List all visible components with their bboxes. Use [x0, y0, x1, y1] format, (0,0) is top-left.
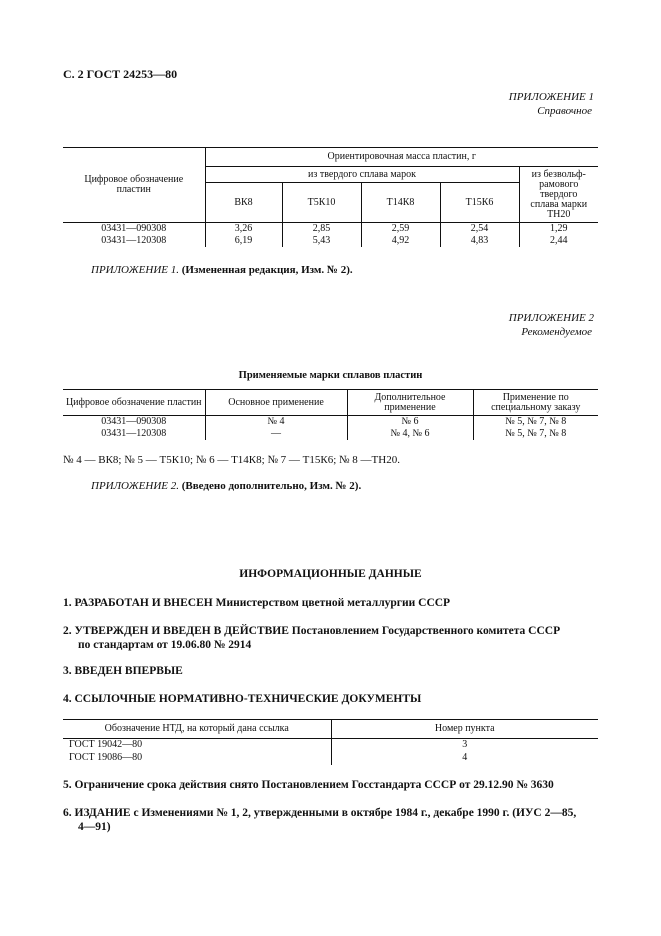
- appendix1-subtitle: Справочное: [537, 105, 592, 117]
- table-row: [63, 235, 598, 247]
- cell: 03431—090308: [63, 416, 205, 428]
- appendix2-note: [91, 480, 361, 492]
- info-item-2: 2. УТВЕРЖДЕН И ВВЕДЕН В ДЕЙСТВИЕ Постановлением Государственного комитета СССР: [63, 625, 561, 637]
- alloy-legend: № 4 — ВК8; № 5 — Т5К10; № 6 — Т14К8; № 7 — Т15К6; № 8 —ТН20.: [63, 454, 400, 466]
- cell: № 5, № 7, № 8: [505, 427, 567, 439]
- info-item-5: 5. Ограничение срока действия снято Постановлением Госстандарта СССР от 29.12.90 № 3630: [63, 779, 554, 791]
- note-label: ПРИЛОЖЕНИЕ 2.: [91, 480, 179, 492]
- info-item-6-cont: 4—91): [78, 821, 111, 833]
- cell: № 6: [347, 416, 473, 428]
- info-title: ИНФОРМАЦИОННЫЕ ДАННЫЕ: [239, 568, 422, 580]
- appendix2-table-title: Применяемые марки сплавов пластин: [238, 370, 423, 381]
- header-cell: Обозначение НТД, на который дана ссылка: [63, 720, 331, 739]
- cell: № 5, № 7, № 8: [505, 415, 567, 427]
- table-row: [63, 416, 598, 428]
- note-text: (Введено дополнительно, Изм. № 2).: [181, 480, 362, 492]
- col-tungstenless-header: из безвольф-рамового твердого сплава марки ТН20: [519, 167, 598, 223]
- page-header: С. 2 ГОСТ 24253—80: [63, 67, 178, 81]
- row-code: 03431—090308: [63, 223, 205, 235]
- cell: 03431—120308: [63, 428, 205, 440]
- appendix2-title: ПРИЛОЖЕНИЕ 2: [508, 312, 594, 324]
- col-code-header: Цифровое обозначение пластин: [63, 148, 205, 223]
- cell: № 4, № 6: [347, 428, 473, 440]
- table-row: [63, 739, 598, 752]
- cell: 2,54: [440, 223, 519, 235]
- note-text: (Измененная редакция, Изм. № 2).: [181, 264, 353, 276]
- header-cell: Номер пункта: [331, 720, 598, 739]
- table-row: [63, 428, 598, 440]
- cell: № 4: [205, 416, 347, 428]
- cell: 1,29: [550, 222, 568, 234]
- cell: —: [205, 428, 347, 440]
- group-hard-header: из твердого сплава марок: [205, 167, 519, 183]
- col-header: Т14К8: [361, 183, 440, 223]
- row-code: 03431—120308: [63, 235, 205, 247]
- col-header: Т15К6: [440, 183, 519, 223]
- info-item-3: 3. ВВЕДЕН ВПЕРВЫЕ: [63, 665, 183, 677]
- mass-table: [63, 147, 598, 247]
- table-row: [63, 223, 598, 235]
- cell: 2,59: [361, 223, 440, 235]
- cell: 2,44: [550, 234, 568, 246]
- header-cell: Цифровое обозначение пластин: [63, 390, 205, 416]
- info-item-6: 6. ИЗДАНИЕ с Изменениями № 1, 2, утвержденными в октябре 1984 г., декабре 1990 г. (ИУС 2—85,: [63, 807, 577, 819]
- cell: 4,83: [440, 235, 519, 247]
- appendix1-title: ПРИЛОЖЕНИЕ 1: [508, 91, 594, 103]
- references-table: [63, 719, 598, 765]
- col-header: ВК8: [205, 183, 282, 223]
- cell: 6,19: [205, 235, 282, 247]
- header-cell: Основное применение: [205, 390, 347, 416]
- cell: 4,92: [361, 235, 440, 247]
- cell: 5,43: [282, 235, 361, 247]
- header-cell: Дополнительное применение: [347, 390, 473, 416]
- cell: 3: [462, 739, 468, 751]
- group-mass-header: Ориентировочная масса пластин, г: [205, 148, 598, 167]
- cell: 4: [462, 752, 468, 763]
- appendix1-note: [91, 264, 353, 276]
- info-item-1: 1. РАЗРАБОТАН И ВНЕСЕН Министерством цветной металлургии СССР: [63, 597, 451, 609]
- table-row: [63, 752, 598, 765]
- col-header: Т5К10: [282, 183, 361, 223]
- note-label: ПРИЛОЖЕНИЕ 1.: [91, 264, 179, 276]
- appendix2-subtitle: Рекомендуемое: [521, 326, 592, 338]
- cell: 2,85: [282, 223, 361, 235]
- header-cell: Применение по специальному заказу: [473, 390, 598, 416]
- cell: ГОСТ 19042—80: [63, 739, 331, 752]
- info-item-4: 4. ССЫЛОЧНЫЕ НОРМАТИВНО-ТЕХНИЧЕСКИЕ ДОКУМЕНТЫ: [63, 693, 422, 705]
- cell: ГОСТ 19086—80: [63, 752, 331, 765]
- info-item-2-cont: по стандартам от 19.06.80 № 2914: [78, 639, 252, 651]
- alloys-table: [63, 389, 598, 440]
- cell: 3,26: [205, 223, 282, 235]
